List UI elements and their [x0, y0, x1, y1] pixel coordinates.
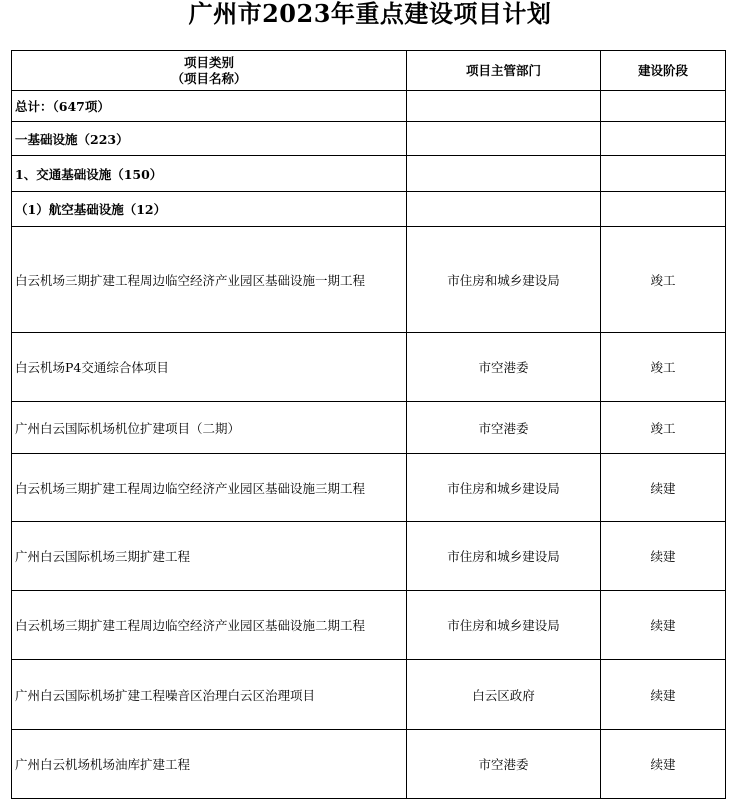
- project-department: 市住房和城乡建设局: [407, 522, 601, 591]
- project-name: 广州白云国际机场扩建工程噪音区治理白云区治理项目: [12, 660, 407, 730]
- header-category-line1: 项目类别: [183, 54, 234, 70]
- table-row: [12, 454, 726, 522]
- project-department: 市住房和城乡建设局: [407, 227, 601, 333]
- project-stage: 续建: [601, 660, 726, 730]
- table-row: [12, 522, 726, 591]
- project-department: 市空港委: [407, 402, 601, 454]
- summary-label: 一基础设施（223）: [12, 122, 407, 156]
- project-stage: 竣工: [601, 402, 726, 454]
- project-stage: 竣工: [601, 333, 726, 402]
- project-name: 白云机场三期扩建工程周边临空经济产业园区基础设施一期工程: [12, 227, 407, 333]
- summary-row-aviation: [12, 192, 726, 227]
- project-department: 市住房和城乡建设局: [407, 454, 601, 522]
- summary-row-transport: [12, 156, 726, 192]
- empty-cell: [407, 91, 601, 122]
- table-row: [12, 227, 726, 333]
- header-department: 项目主管部门: [407, 51, 601, 91]
- project-name: 广州白云国际机场机位扩建项目（二期）: [12, 402, 407, 454]
- project-stage: 续建: [601, 522, 726, 591]
- project-name: 白云机场P4交通综合体项目: [12, 333, 407, 402]
- empty-cell: [407, 122, 601, 156]
- project-stage: 续建: [601, 591, 726, 660]
- empty-cell: [407, 156, 601, 192]
- summary-row-total: [12, 91, 726, 122]
- empty-cell: [407, 192, 601, 227]
- project-stage: 续建: [601, 730, 726, 799]
- empty-cell: [601, 192, 726, 227]
- table-row: [12, 730, 726, 799]
- table-header-row: [12, 51, 726, 91]
- project-name: 白云机场三期扩建工程周边临空经济产业园区基础设施三期工程: [12, 454, 407, 522]
- header-stage: 建设阶段: [601, 51, 726, 91]
- project-name: 广州白云机场机场油库扩建工程: [12, 730, 407, 799]
- summary-row-infrastructure: [12, 122, 726, 156]
- project-department: 市空港委: [407, 730, 601, 799]
- summary-label: 总计：（647项）: [12, 91, 407, 122]
- table-row: [12, 660, 726, 730]
- project-stage: 续建: [601, 454, 726, 522]
- header-category-line2: （项目名称）: [171, 70, 247, 86]
- table-row: [12, 591, 726, 660]
- project-plan-table: [11, 50, 726, 799]
- project-name: 广州白云国际机场三期扩建工程: [12, 522, 407, 591]
- project-stage: 竣工: [601, 227, 726, 333]
- table-row: [12, 402, 726, 454]
- project-department: 白云区政府: [407, 660, 601, 730]
- table-row: [12, 333, 726, 402]
- project-name: 白云机场三期扩建工程周边临空经济产业园区基础设施二期工程: [12, 591, 407, 660]
- summary-label: 1、交通基础设施（150）: [12, 156, 407, 192]
- summary-label: （1）航空基础设施（12）: [12, 192, 407, 227]
- empty-cell: [601, 122, 726, 156]
- header-category: [12, 51, 407, 91]
- empty-cell: [601, 156, 726, 192]
- project-department: 市空港委: [407, 333, 601, 402]
- empty-cell: [601, 91, 726, 122]
- project-department: 市住房和城乡建设局: [407, 591, 601, 660]
- document-title: 广州市2023年重点建设项目计划: [188, 0, 552, 28]
